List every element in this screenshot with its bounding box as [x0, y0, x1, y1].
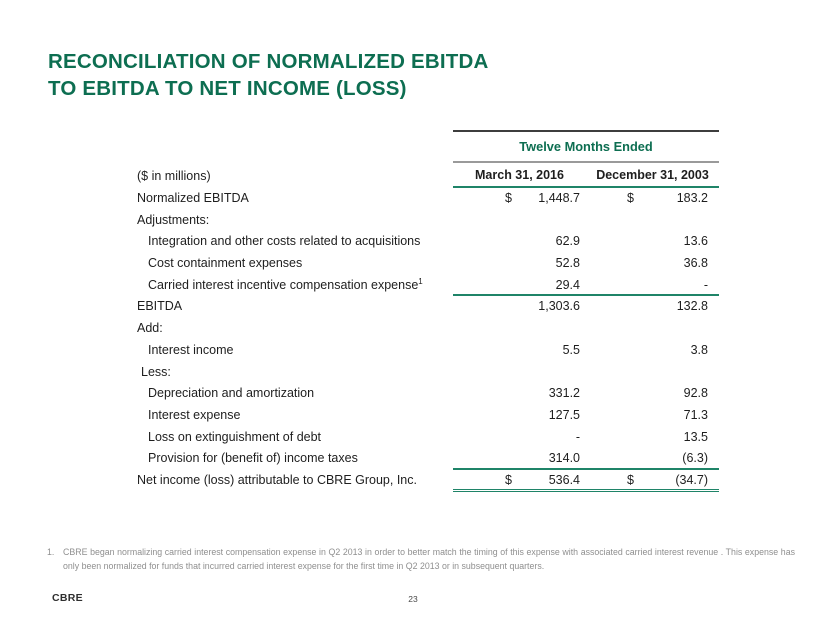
row-values	[453, 383, 719, 405]
cell-value: 5.5	[562, 342, 580, 357]
dollar-sign: $	[505, 472, 512, 487]
column-header-period2: December 31, 2003	[596, 167, 709, 182]
value-cell	[453, 383, 586, 405]
row-label: Less:	[141, 364, 171, 379]
table-row	[137, 275, 719, 297]
row-label: Loss on extinguishment of debt	[148, 429, 322, 444]
row-values	[453, 318, 719, 340]
table-row	[137, 318, 719, 340]
row-values	[453, 210, 719, 232]
table-row	[137, 253, 719, 275]
group-header-band	[453, 130, 719, 163]
group-header-label: Twelve Months Ended	[519, 139, 653, 154]
row-label: Provision for (benefit of) income taxes	[148, 451, 358, 466]
cell-value: 62.9	[555, 234, 580, 249]
value-cell	[586, 448, 719, 468]
cell-value: (6.3)	[682, 451, 708, 466]
row-label: Cost containment expenses	[148, 256, 303, 271]
cell-value: 536.4	[548, 472, 580, 487]
cell-value: 71.3	[683, 407, 708, 422]
row-values	[453, 275, 719, 297]
units-label: ($ in millions)	[137, 168, 211, 183]
row-label: EBITDA	[137, 299, 183, 314]
value-cell	[586, 253, 719, 275]
table-row	[137, 296, 719, 318]
dollar-sign: $	[627, 472, 634, 487]
table-row	[137, 188, 719, 210]
cell-value: 127.5	[548, 407, 580, 422]
cell-value: 183.2	[676, 191, 708, 205]
value-cell	[453, 405, 586, 427]
table-column-header-row	[137, 163, 719, 188]
row-label: Normalized EBITDA	[137, 191, 249, 205]
footnote	[47, 546, 795, 573]
row-values	[453, 427, 719, 449]
value-cell	[453, 275, 586, 295]
value-cell	[453, 296, 586, 318]
table-row	[137, 383, 719, 405]
dollar-sign: $	[505, 191, 512, 205]
cell-value: 1,303.6	[538, 299, 580, 314]
value-cell	[453, 188, 586, 210]
row-values	[453, 470, 719, 492]
value-cell	[453, 340, 586, 362]
table-row	[137, 405, 719, 427]
row-values	[453, 188, 719, 210]
page-number: 23	[408, 594, 418, 604]
table-row	[137, 362, 719, 384]
cell-value: 92.8	[683, 386, 708, 401]
table-group-header-row	[137, 130, 719, 163]
row-label: Depreciation and amortization	[148, 386, 315, 401]
row-values	[453, 340, 719, 362]
page-title-line1: RECONCILIATION OF NORMALIZED EBITDA	[48, 50, 489, 73]
row-label: Interest expense	[148, 407, 241, 422]
value-cell	[586, 296, 719, 318]
cell-value: 29.4	[555, 277, 580, 292]
cell-value: 36.8	[683, 256, 708, 271]
table-row	[137, 340, 719, 362]
value-cell	[586, 427, 719, 449]
value-cell	[586, 405, 719, 427]
value-cell	[453, 318, 586, 340]
row-label: Interest income	[148, 342, 234, 357]
table-row	[137, 470, 719, 492]
row-label: Add:	[137, 321, 163, 336]
value-cell	[586, 362, 719, 384]
row-values	[453, 405, 719, 427]
value-cell	[453, 231, 586, 253]
value-cell	[453, 470, 586, 489]
column-header-period1: March 31, 2016	[475, 167, 564, 182]
table-body	[137, 188, 719, 492]
cell-value: 3.8	[690, 342, 708, 357]
column-headers	[453, 163, 719, 188]
footnote-text: CBRE began normalizing carried interest compensation expense in Q2 2013 in order to better match the timing of this expense with associated carried interest revenue . This expense has only been normalized for funds that incurred carried interest expense for the first time in Q2 2013 or in subsequent quarters.	[63, 547, 795, 571]
row-values	[453, 231, 719, 253]
footnote-reference: 1	[418, 276, 423, 286]
value-cell	[586, 318, 719, 340]
table-row	[137, 448, 719, 470]
row-values	[453, 362, 719, 384]
value-cell	[586, 210, 719, 232]
page-title-line2: TO EBITDA TO NET INCOME (LOSS)	[48, 77, 407, 100]
cell-value: 13.6	[683, 234, 708, 249]
value-cell	[586, 470, 719, 489]
cell-value: 52.8	[555, 256, 580, 271]
cell-value: 132.8	[676, 299, 708, 314]
row-values	[453, 253, 719, 275]
cbre-logo: CBRE	[52, 592, 83, 604]
cell-value: (34.7)	[675, 472, 708, 487]
footnote-marker: 1.	[47, 547, 55, 557]
dollar-sign: $	[627, 191, 634, 205]
group-header-spacer	[137, 130, 453, 163]
row-values	[453, 448, 719, 470]
value-cell	[586, 188, 719, 210]
row-label: Carried interest incentive compensation expense$^1$	[148, 276, 423, 292]
cell-value: 314.0	[548, 451, 580, 466]
value-cell	[586, 231, 719, 253]
row-label: Integration and other costs related to acquisitions	[148, 234, 421, 249]
table-row	[137, 210, 719, 232]
cell-value: 1,448.7	[538, 191, 580, 205]
value-cell	[586, 383, 719, 405]
row-label: Adjustments:	[137, 212, 210, 227]
row-values	[453, 296, 719, 318]
value-cell	[453, 427, 586, 449]
cell-value: -	[575, 429, 580, 444]
value-cell	[453, 362, 586, 384]
row-label: Net income (loss) attributable to CBRE Group, Inc.	[137, 472, 417, 487]
table-row	[137, 427, 719, 449]
cell-value: 331.2	[548, 386, 580, 401]
page-title	[48, 48, 668, 102]
value-cell	[453, 448, 586, 468]
value-cell	[453, 253, 586, 275]
value-cell	[586, 340, 719, 362]
reconciliation-table	[137, 130, 719, 492]
value-cell	[453, 210, 586, 232]
value-cell	[586, 275, 719, 295]
cell-value: 13.5	[683, 429, 708, 444]
cell-value: -	[703, 277, 708, 292]
table-row	[137, 231, 719, 253]
